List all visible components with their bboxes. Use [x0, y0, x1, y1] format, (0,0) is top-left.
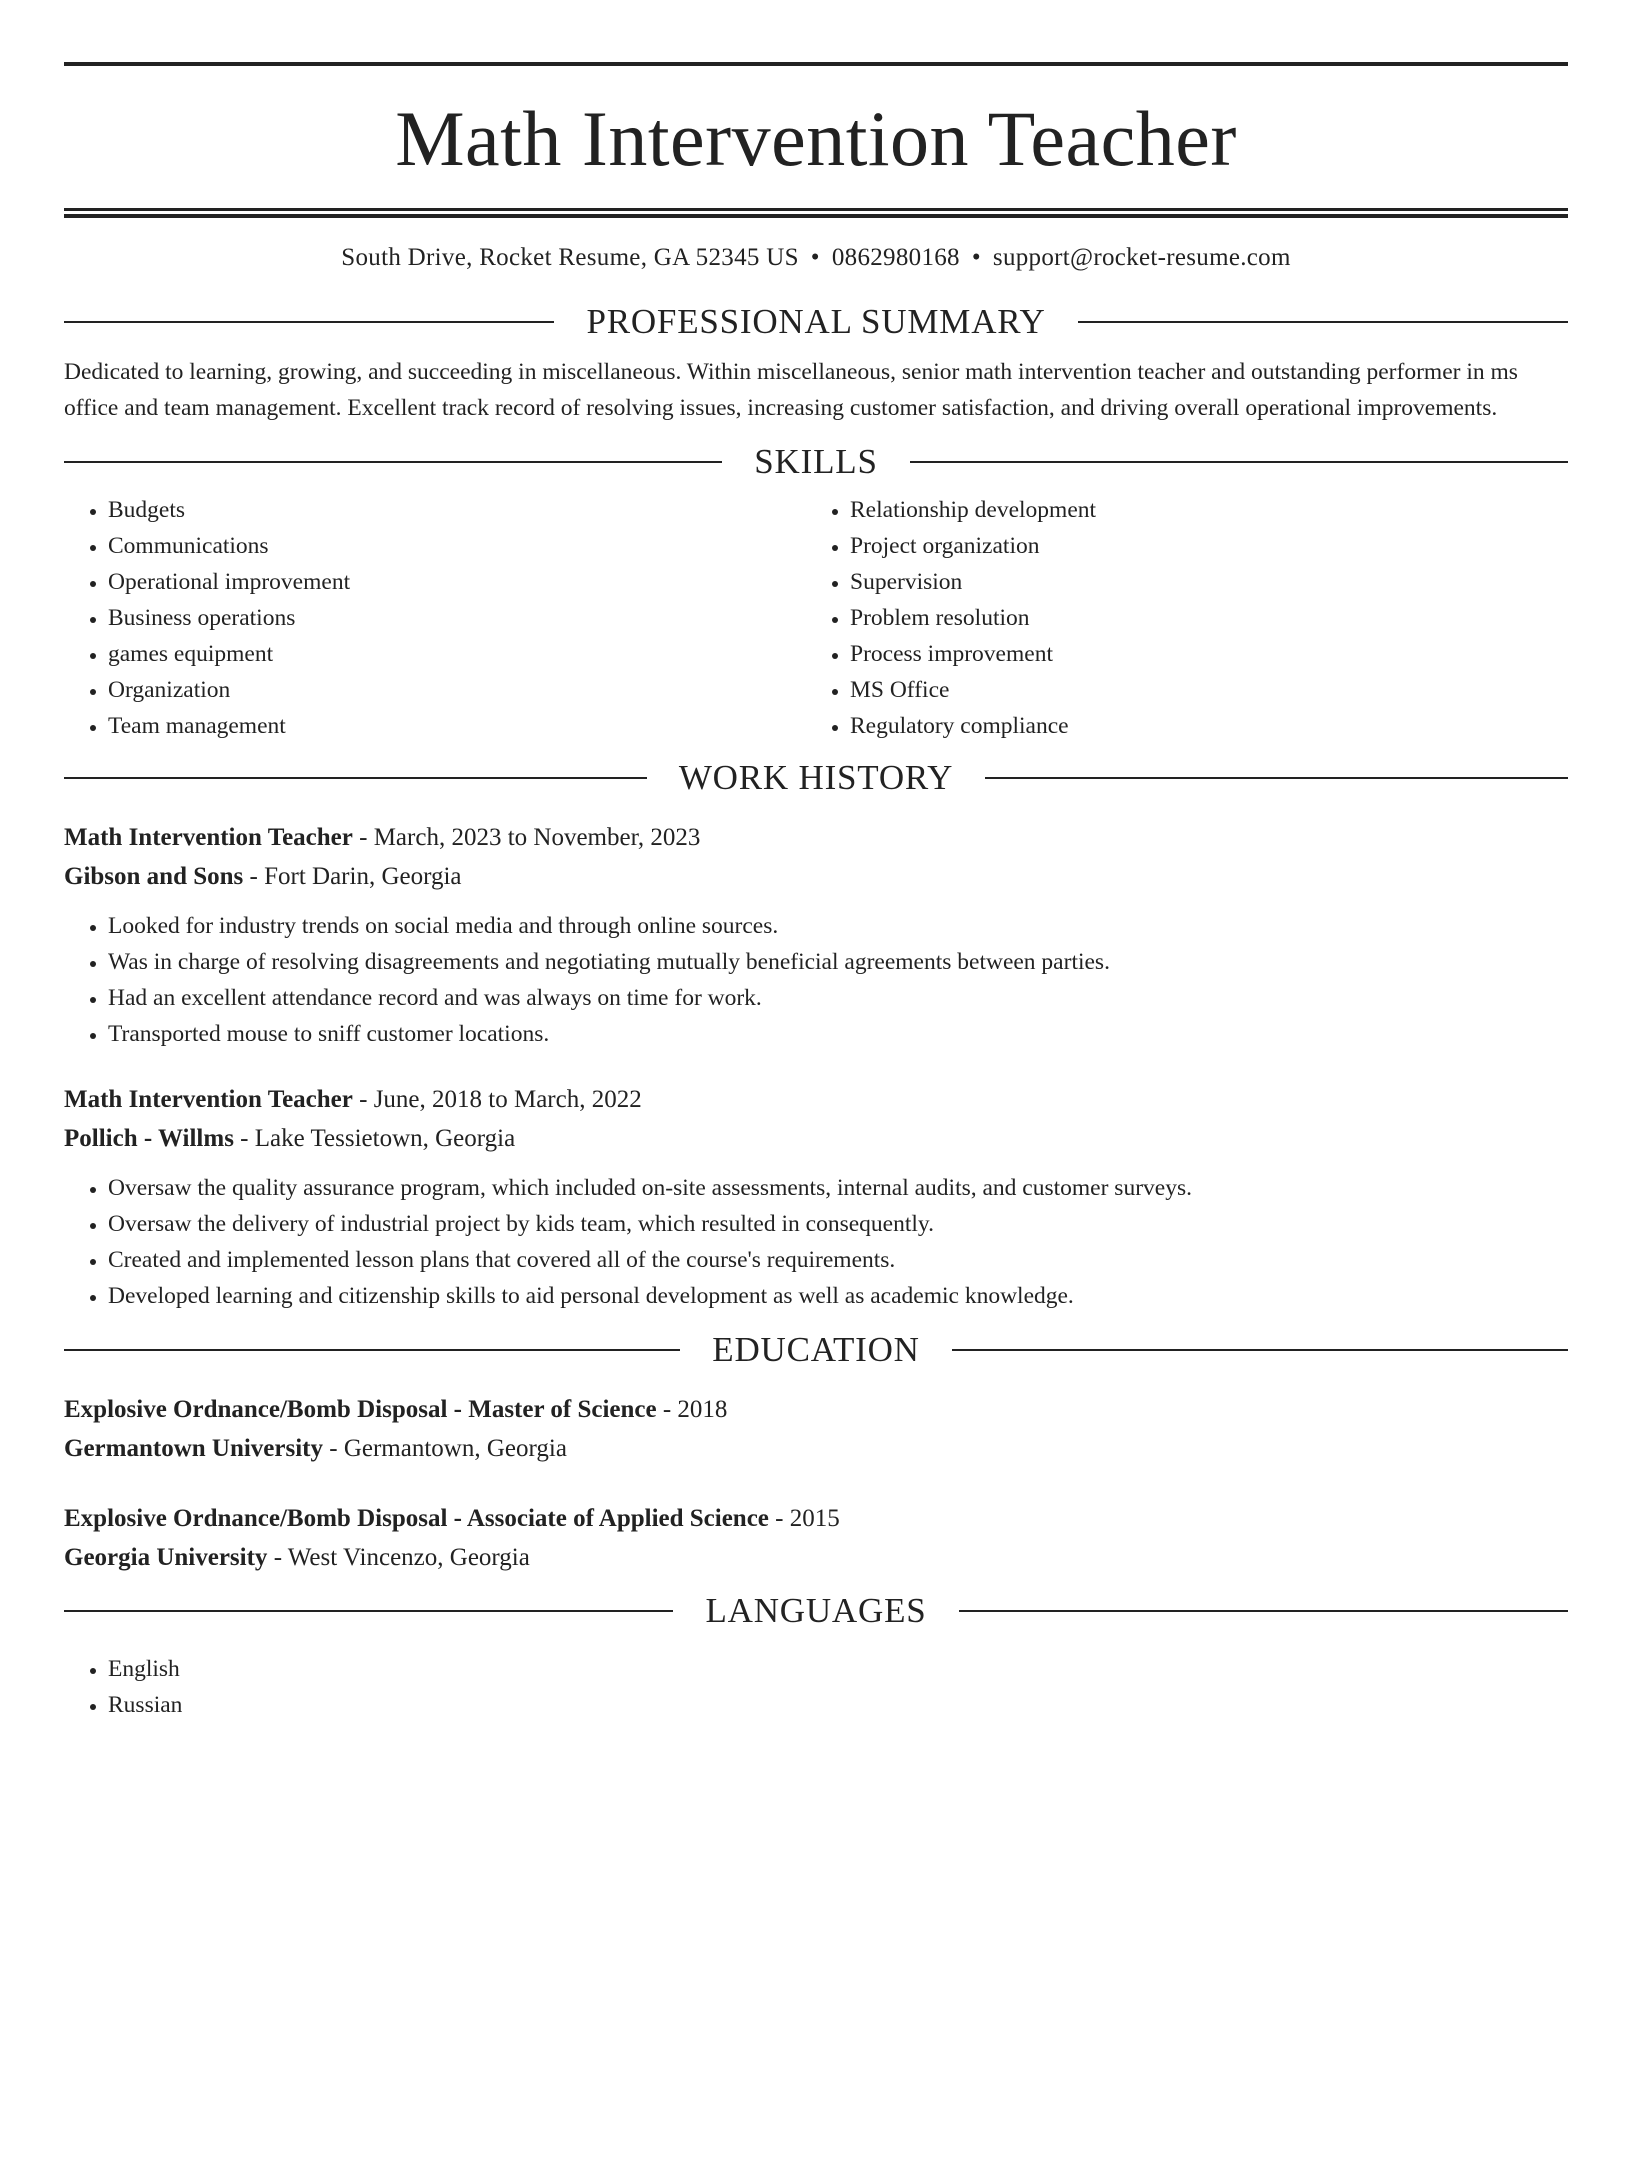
section-rule-right [910, 461, 1568, 463]
section-rule-left [64, 461, 722, 463]
skill-item: • Budgets [108, 492, 806, 528]
contact-phone: 0862980168 [831, 244, 960, 271]
job-bullet: • Created and implemented lesson plans that covered all of the course's requirements. [108, 1242, 1568, 1278]
job-bullet: • Oversaw the quality assurance program, which included on-site assessments, internal audits, and customer surveys. [108, 1170, 1568, 1206]
education-degree-line [64, 1499, 1568, 1538]
job-bullet: • Looked for industry trends on social media and through online sources. [108, 908, 1568, 944]
skill-item: • Process improvement [850, 636, 1548, 672]
resume-name: Math Intervention Teacher [395, 95, 1237, 182]
summary-text: Dedicated to learning, growing, and succeeding in miscellaneous. Within miscellaneous, senior math intervention teacher and outstanding performer in ms office and team management. Excellent track record of resolving issues, increasing customer satisfaction, and driving overall operational improvements. [64, 359, 1518, 421]
education-school-line [64, 1429, 1568, 1468]
job-title-line [64, 818, 1568, 857]
education-section-header [64, 1330, 1568, 1370]
job-bullet: • Oversaw the delivery of industrial project by kids team, which resulted in consequently. [108, 1206, 1568, 1242]
resume-page [0, 62, 1632, 2174]
skill-item: • Supervision [850, 564, 1548, 600]
language-item: • Russian [108, 1687, 1568, 1723]
section-rule-left [64, 1349, 680, 1351]
language-item: • English [108, 1651, 1568, 1687]
skill-item: • Communications [108, 528, 806, 564]
languages-list [64, 1651, 1568, 1723]
skills-section-title: SKILLS [754, 442, 878, 481]
skill-item: • games equipment [108, 636, 806, 672]
languages-section-title: LANGUAGES [705, 1591, 927, 1630]
contact-separator: • [971, 244, 981, 271]
languages-section-header [64, 1591, 1568, 1631]
section-rule-right [985, 777, 1568, 779]
skill-item: • Organization [108, 672, 806, 708]
section-rule-left [64, 1610, 673, 1612]
section-rule-left [64, 321, 554, 323]
summary-section-header [64, 302, 1568, 342]
job-bullet: • Transported mouse to sniff customer locations. [108, 1016, 1568, 1052]
education-section-title: EDUCATION [712, 1330, 920, 1369]
skills-section-header [64, 442, 1568, 482]
header-double-rule [64, 208, 1568, 218]
work-section-title: WORK HISTORY [678, 758, 954, 797]
skill-item: • Operational improvement [108, 564, 806, 600]
section-rule-left [64, 777, 647, 779]
skill-item: • Regulatory compliance [850, 708, 1548, 744]
job-title-line [64, 1080, 1568, 1119]
skill-item: • Business operations [108, 600, 806, 636]
contact-line [64, 243, 1568, 273]
education-entry [64, 1499, 1568, 1577]
education-school: Georgia University [64, 1544, 268, 1571]
skill-item: • Relationship development [850, 492, 1548, 528]
skills-list [64, 492, 1568, 744]
job-company-line [64, 1119, 1568, 1158]
job-location: - Lake Tessietown, Georgia [233, 1125, 516, 1152]
contact-address: South Drive, Rocket Resume, GA 52345 US [341, 244, 799, 271]
skill-item: • Problem resolution [850, 600, 1548, 636]
top-rule [64, 62, 1568, 66]
education-degree: Explosive Ordnance/Bomb Disposal - Master of Science [64, 1396, 657, 1423]
education-location: - Germantown, Georgia [323, 1435, 567, 1462]
skill-item: • Project organization [850, 528, 1548, 564]
education-degree-line [64, 1390, 1568, 1429]
education-location: - West Vincenzo, Georgia [267, 1544, 530, 1571]
job-entry [64, 1080, 1568, 1314]
job-dates: - June, 2018 to March, 2022 [352, 1086, 642, 1113]
section-rule-right [959, 1610, 1568, 1612]
section-rule-right [1078, 321, 1568, 323]
job-bullets [64, 1170, 1568, 1314]
job-role: Math Intervention Teacher [64, 1086, 353, 1113]
job-company: Pollich - Willms [64, 1125, 234, 1152]
job-dates: - March, 2023 to November, 2023 [352, 824, 701, 851]
education-year: - 2018 [656, 1396, 728, 1423]
job-company-line [64, 857, 1568, 896]
job-entry [64, 818, 1568, 1052]
skill-item: • Team management [108, 708, 806, 744]
education-entry [64, 1390, 1568, 1468]
contact-separator: • [810, 244, 820, 271]
job-role: Math Intervention Teacher [64, 824, 353, 851]
summary-section-title: PROFESSIONAL SUMMARY [586, 302, 1046, 341]
job-bullets [64, 908, 1568, 1052]
job-company: Gibson and Sons [64, 863, 244, 890]
education-year: - 2015 [768, 1505, 840, 1532]
skills-column-left [64, 492, 806, 744]
job-bullet: • Had an excellent attendance record and was always on time for work. [108, 980, 1568, 1016]
education-school: Germantown University [64, 1435, 323, 1462]
job-location: - Fort Darin, Georgia [243, 863, 462, 890]
job-bullet: • Was in charge of resolving disagreements and negotiating mutually beneficial agreements between parties. [108, 944, 1568, 980]
contact-email: support@rocket-resume.com [992, 244, 1291, 271]
job-bullet: • Developed learning and citizenship skills to aid personal development as well as academic knowledge. [108, 1278, 1568, 1314]
skills-column-right [806, 492, 1548, 744]
education-degree: Explosive Ordnance/Bomb Disposal - Associate of Applied Science [64, 1505, 769, 1532]
work-section-header [64, 758, 1568, 798]
skill-item: • MS Office [850, 672, 1548, 708]
section-rule-right [952, 1349, 1568, 1351]
education-school-line [64, 1538, 1568, 1577]
